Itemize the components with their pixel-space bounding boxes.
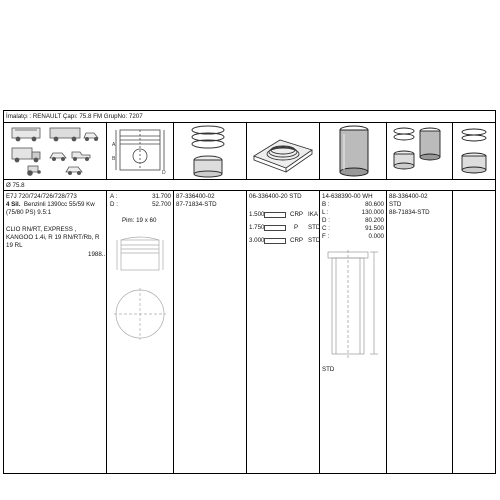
liner-dim-b-label: B : [322, 201, 330, 208]
liner-dim-c-value: 91.500 [365, 225, 384, 232]
col-divider [452, 122, 453, 179]
piston-with-rings-icon [180, 124, 242, 178]
col-divider [386, 122, 387, 179]
header-divider [3, 122, 496, 123]
liner-dim-l-label: L : [322, 209, 329, 216]
col-divider [452, 190, 453, 474]
col-divider [246, 122, 247, 179]
ring-2-box [264, 225, 286, 231]
dim-a-value: 31.700 [152, 193, 171, 200]
ring-set-box-icon [250, 128, 316, 174]
kit-part-number: 88-336400-02 [389, 193, 428, 200]
liner-dim-c-label: C : [322, 225, 330, 232]
ring-extra-2: STD [308, 224, 321, 231]
ring-extra-1: IKA [308, 211, 318, 218]
liner-dim-f-label: F : [322, 233, 330, 240]
svg-text:B: B [112, 156, 116, 162]
piston-part-number: 87-336400-02 [176, 193, 215, 200]
vehicles-icon [10, 126, 104, 176]
engine-spec-detail: Benzinli 1390cc 55/59 Kw [23, 201, 95, 208]
pin-size: Pim: 19 x 60 [122, 217, 157, 224]
models-line-2: KANGOO 1.4i, R 19 RN/RT/Rb, R [6, 234, 100, 241]
models-line-3: 19 RL [6, 242, 23, 249]
col-divider [173, 122, 174, 179]
engine-spec [6, 201, 95, 208]
piston-top-drawing [112, 286, 168, 342]
kit-std: STD [389, 201, 402, 208]
dim-d-label: D : [110, 201, 118, 208]
partial-kit-icon [458, 126, 494, 176]
liner-dim-f-value: 0.000 [368, 233, 384, 240]
cylinder-liner-icon [330, 124, 378, 178]
ring-type-1: CRP [290, 211, 304, 218]
col-divider [319, 122, 320, 179]
image-row-divider [3, 179, 496, 180]
svg-text:D: D [162, 170, 166, 176]
ring-width-3: 3.000 [249, 237, 265, 244]
piston-side-drawing [115, 232, 165, 274]
liner-dim-b-value: 80.600 [365, 201, 384, 208]
liner-part-number: 14-638390-00 WH [322, 193, 373, 200]
liner-kit-icon [390, 124, 450, 178]
col-divider [246, 190, 247, 474]
liner-std: STD [322, 366, 335, 373]
ring-type-3: CRP [290, 237, 304, 244]
col-divider [386, 190, 387, 474]
liner-dim-l-value: 130.000 [361, 209, 384, 216]
svg-text:A: A [112, 142, 116, 148]
ring-1-box [264, 212, 286, 218]
ring-3-box [264, 238, 286, 244]
ring-type-2: P [294, 224, 299, 231]
liner-dim-d-value: 80.200 [365, 217, 384, 224]
engine-codes: E7J 720/724/726/728/773 [6, 193, 77, 200]
col-divider [106, 122, 107, 179]
models-line-1: CLIO RN/RT, EXPRESS , [6, 226, 77, 233]
dim-d-value: 52.700 [152, 201, 171, 208]
engine-cylinders: 4 Sil. [6, 201, 21, 208]
ring-width-2: 1.750 [249, 224, 265, 231]
kit-part-number-2: 88-71834-STD [389, 209, 430, 216]
ring-width-1: 1.500 [249, 211, 265, 218]
header-title: İmalatçı : RENAULT Çapı: 75.8 FM GrupNo: 7207 [6, 113, 143, 120]
engine-power: (75/80 PS) 9.5:1 [6, 209, 52, 216]
piston-drawing-icon [112, 126, 170, 176]
liner-technical-drawing [324, 248, 380, 360]
ring-extra-3: STD [308, 237, 321, 244]
diameter-row-divider [3, 190, 496, 191]
col-divider [173, 190, 174, 474]
col-divider [319, 190, 320, 474]
model-year: 1988.. [88, 251, 106, 258]
col-divider [106, 190, 107, 474]
piston-part-number-2: 87-71834-STD [176, 201, 217, 208]
liner-dim-d-label: D : [322, 217, 330, 224]
diameter-label: Ø 75.8 [6, 182, 25, 189]
ring-part-number: 06-336400-20 STD [249, 193, 302, 200]
dim-a-label: A : [110, 193, 118, 200]
